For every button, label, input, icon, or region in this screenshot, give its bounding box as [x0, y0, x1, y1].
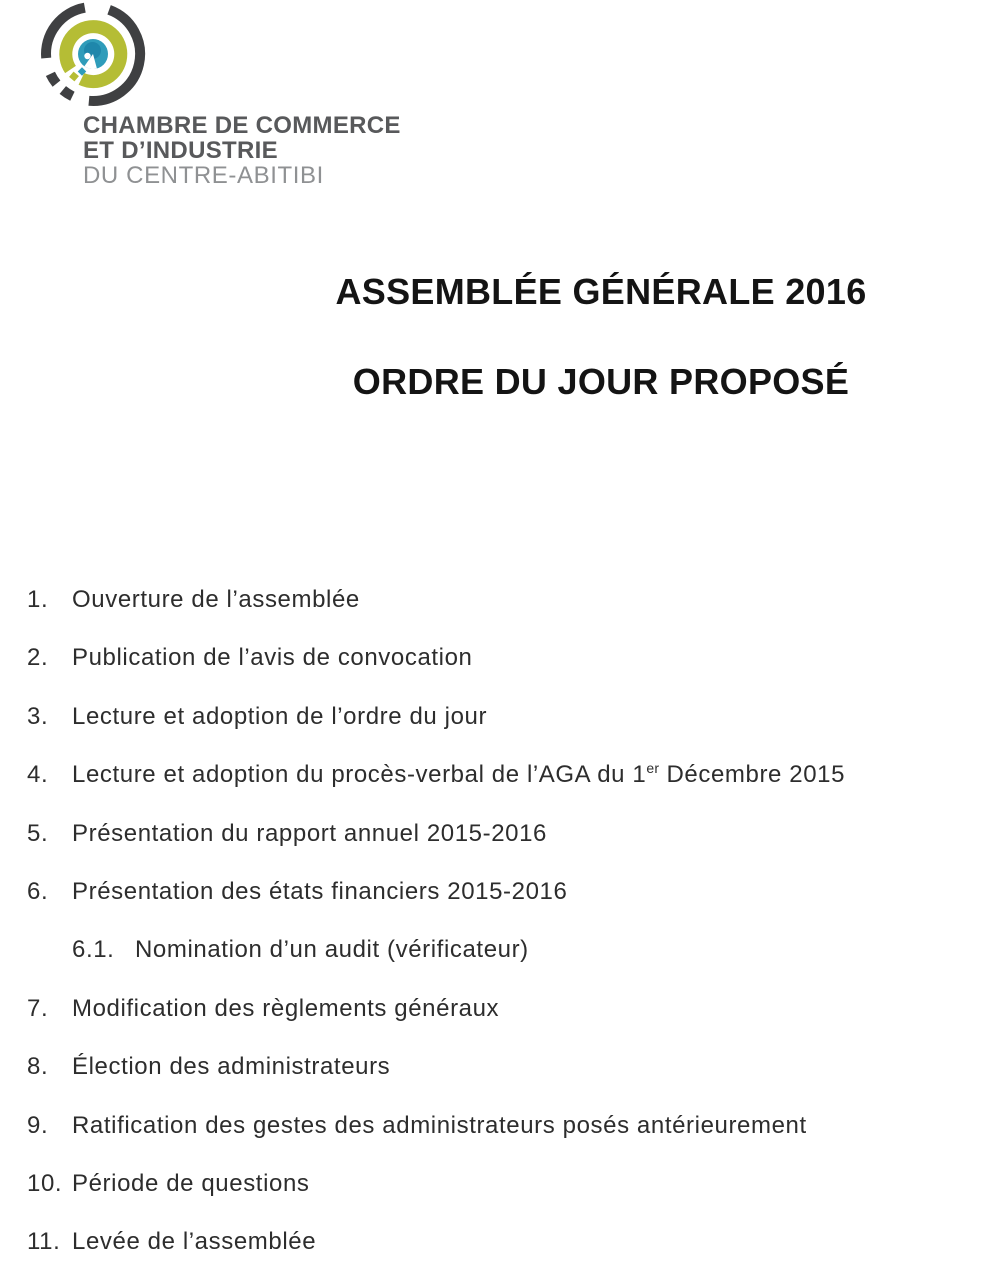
- list-item-number: 1.: [27, 586, 49, 613]
- list-item-number: 4.: [27, 761, 49, 789]
- logo-dark-dash-1: [63, 90, 73, 96]
- list-item-number: 5.: [27, 819, 49, 847]
- list-item-6: [0, 878, 996, 936]
- list-item-text: Lecture et adoption de l’ordre du jour: [72, 702, 488, 730]
- list-item-2: [0, 644, 996, 702]
- list-item-number: 6.1.: [72, 936, 115, 964]
- list-item-text: Nomination d’un audit (vérificateur): [135, 936, 529, 964]
- list-item-text: Ratification des gestes des administrateurs posés antérieurement: [72, 1111, 807, 1139]
- logo-circle-icon: [37, 2, 149, 108]
- agenda-list: [0, 586, 996, 1280]
- logo-white-dot: [84, 53, 90, 59]
- list-item-8: [0, 1053, 996, 1111]
- logo-green-square: [69, 72, 79, 82]
- list-item-number: 8.: [27, 1053, 49, 1081]
- list-item-text: Présentation du rapport annuel 2015-2016: [72, 819, 548, 847]
- list-item-text: [72, 761, 845, 791]
- superscript: er: [646, 760, 660, 777]
- list-item-number: 6.: [27, 877, 49, 905]
- org-name-line-3: DU CENTRE-ABITIBI: [83, 162, 324, 189]
- list-item-number: 10.: [27, 1169, 63, 1197]
- list-item-1: [0, 586, 996, 644]
- list-item-text: Élection des administrateurs: [72, 1053, 391, 1081]
- list-item-number: 3.: [27, 702, 49, 730]
- list-item-3: [0, 703, 996, 761]
- list-item-text: Modification des règlements généraux: [72, 994, 500, 1022]
- list-item-text: Levée de l’assemblée: [72, 1228, 317, 1256]
- text-part-before: Lecture et adoption du procès-verbal de l’AGA du 1: [72, 761, 647, 789]
- list-item-text: Ouverture de l’assemblée: [72, 586, 360, 613]
- list-item-number: 2.: [27, 644, 49, 672]
- list-item-text: Présentation des états financiers 2015-2016: [72, 877, 568, 905]
- organization-logo: [0, 0, 430, 200]
- list-item-4: [0, 761, 996, 819]
- list-item-9: [0, 1112, 996, 1170]
- list-item-7: [0, 995, 996, 1053]
- organization-name: [83, 113, 401, 188]
- list-item-11: [0, 1228, 996, 1280]
- text-part-after: Décembre 2015: [659, 761, 846, 789]
- list-item-text: Publication de l’avis de convocation: [72, 644, 473, 672]
- list-item-10: [0, 1170, 996, 1228]
- document-title-line-1: ASSEMBLÉE GÉNÉRALE 2016: [335, 271, 867, 312]
- list-item-5: [0, 820, 996, 878]
- logo-dark-dash-2: [50, 74, 56, 84]
- org-name-line-2: ET D’INDUSTRIE: [83, 137, 278, 164]
- list-item-number: 11.: [27, 1228, 61, 1256]
- list-item-text: Période de questions: [72, 1169, 310, 1197]
- org-name-line-1: CHAMBRE DE COMMERCE: [83, 112, 401, 139]
- list-item-number: 7.: [27, 994, 49, 1022]
- list-subitem-6-1: [0, 936, 996, 994]
- list-item-number: 9.: [27, 1111, 49, 1139]
- document-title-line-2: ORDRE DU JOUR PROPOSÉ: [352, 361, 850, 402]
